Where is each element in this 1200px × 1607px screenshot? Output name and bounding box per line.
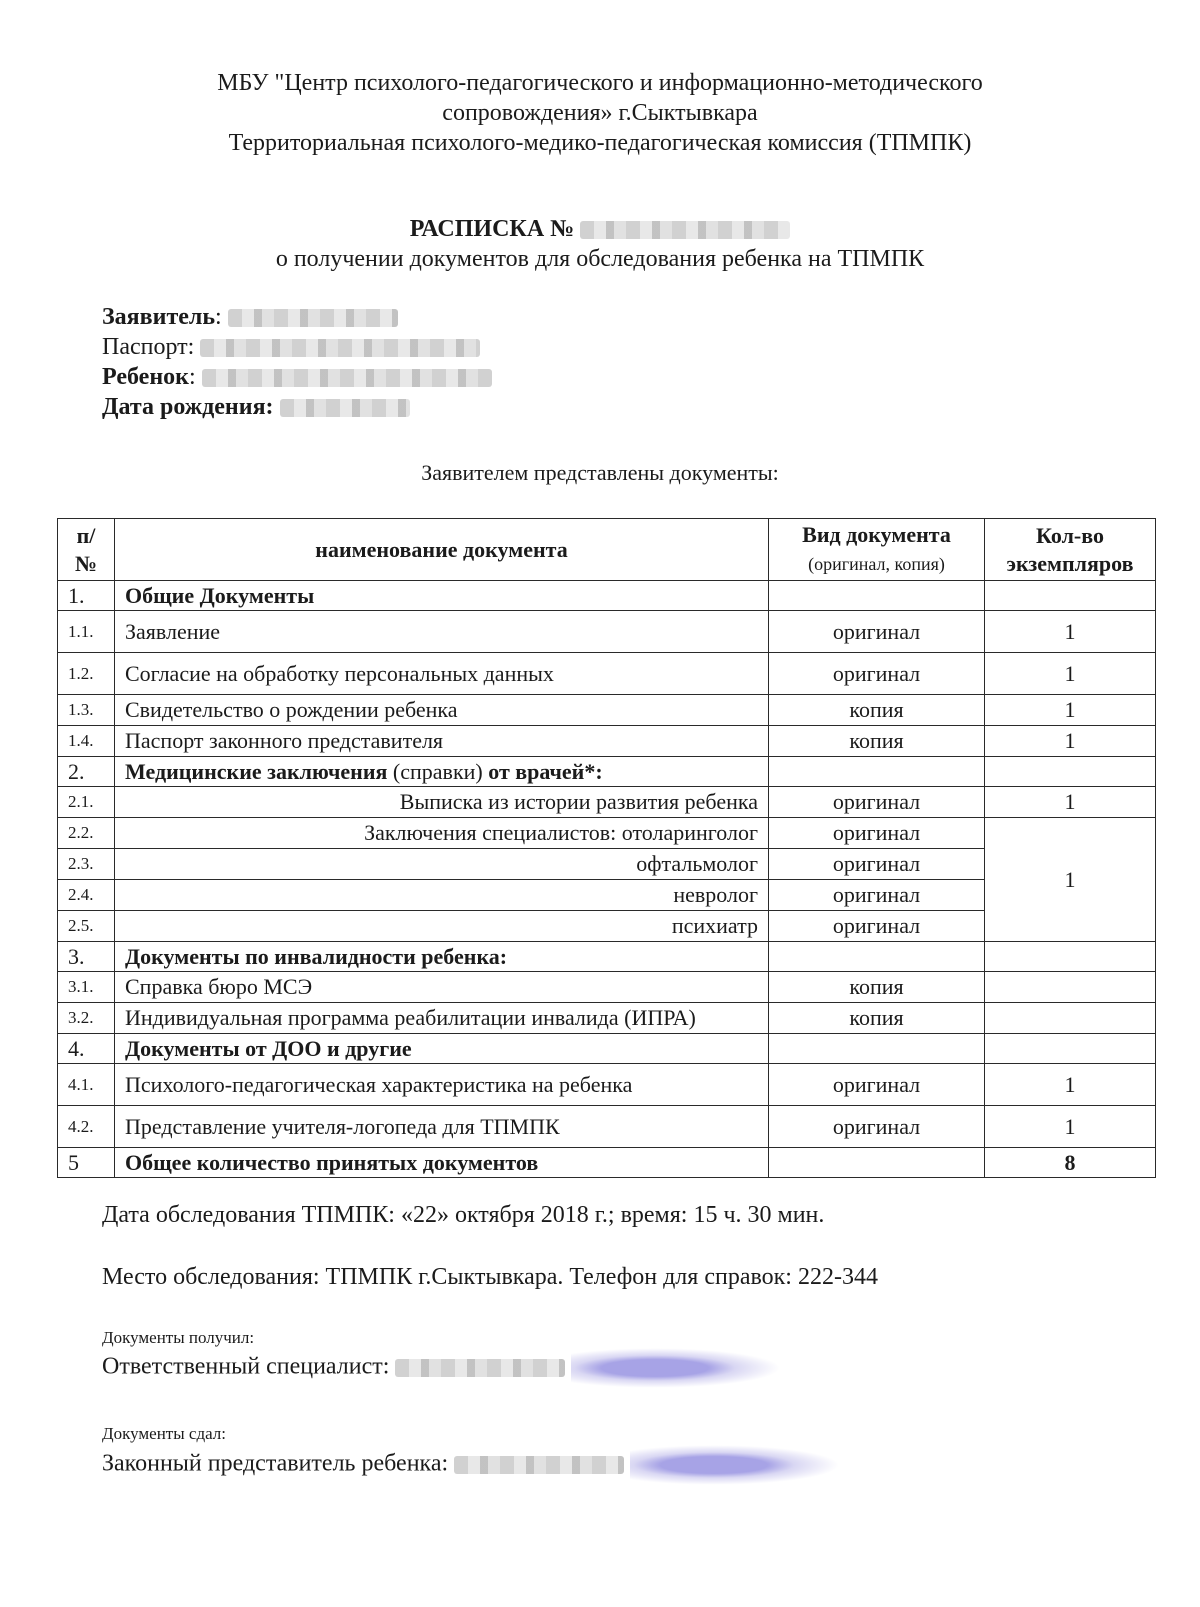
row-qty — [985, 757, 1156, 787]
row-kind: оригинал — [769, 611, 985, 653]
birth-date-label: Дата рождения: — [102, 394, 274, 420]
row-num: 2.5. — [58, 911, 115, 942]
redacted-birth-date — [280, 399, 410, 417]
row-name-middle: (справки) — [387, 758, 489, 784]
row-qty: 1 — [985, 726, 1156, 757]
row-num: 4. — [58, 1034, 115, 1064]
row-kind — [769, 757, 985, 787]
specialist-label: Ответственный специалист: — [102, 1353, 390, 1380]
row-num: 3.1. — [58, 972, 115, 1003]
header-qty: Кол-во экземпляров — [985, 519, 1156, 581]
table-row — [58, 787, 1156, 818]
row-kind: оригинал — [769, 1106, 985, 1148]
specialist-signature — [571, 1348, 781, 1388]
row-qty: 1 — [985, 653, 1156, 695]
row-num: 2.4. — [58, 880, 115, 911]
row-name: Справка бюро МСЭ — [115, 972, 769, 1003]
row-name: Психолого-педагогическая характеристика на ребенка — [115, 1064, 769, 1106]
header-name: наименование документа — [115, 519, 769, 581]
exam-place: Место обследования: ТПМПК г.Сыктывкара. Телефон для справок: 222-344 — [102, 1264, 878, 1290]
table-row — [58, 611, 1156, 653]
row-name: офтальмолог — [115, 849, 769, 880]
row-kind — [769, 1148, 985, 1178]
row-num: 4.1. — [58, 1064, 115, 1106]
row-num: 1.1. — [58, 611, 115, 653]
row-kind: оригинал — [769, 653, 985, 695]
row-qty-total: 8 — [985, 1148, 1156, 1178]
row-num: 1.3. — [58, 695, 115, 726]
row-qty — [985, 581, 1156, 611]
applicant-label: Заявитель — [102, 304, 216, 330]
receipt-title — [0, 216, 1200, 243]
redacted-representative — [454, 1456, 624, 1474]
row-name: психиатр — [115, 911, 769, 942]
row-qty: 1 — [985, 1064, 1156, 1106]
row-num: 2.2. — [58, 818, 115, 849]
row-num: 1. — [58, 581, 115, 611]
row-kind: оригинал — [769, 849, 985, 880]
row-qty: 1 — [985, 695, 1156, 726]
table-row — [58, 972, 1156, 1003]
passport-line — [102, 332, 480, 362]
handed-label: Документы сдал: — [102, 1424, 226, 1443]
table-row — [58, 1064, 1156, 1106]
row-kind: оригинал — [769, 911, 985, 942]
redacted-applicant — [228, 309, 398, 327]
redacted-passport — [200, 339, 480, 357]
row-name: Индивидуальная программа реабилитации инвалида (ИПРА) — [115, 1003, 769, 1034]
row-kind — [769, 581, 985, 611]
table-row-total — [58, 1148, 1156, 1178]
table-row — [58, 695, 1156, 726]
row-num: 4.2. — [58, 1106, 115, 1148]
table-row — [58, 726, 1156, 757]
redacted-child — [202, 369, 492, 387]
child-line: Ребенок: — [102, 362, 492, 392]
row-kind: копия — [769, 972, 985, 1003]
child-label: Ребенок — [102, 364, 189, 390]
row-name — [115, 757, 769, 787]
row-name: Выписка из истории развития ребенка — [115, 787, 769, 818]
row-name-bold-2: от врачей*: — [488, 758, 603, 784]
header-kind-label: Вид документа — [802, 522, 951, 547]
row-name: Представление учителя-логопеда для ТПМПК — [115, 1106, 769, 1148]
row-kind: копия — [769, 726, 985, 757]
table-row — [58, 1003, 1156, 1034]
representative-line — [102, 1445, 840, 1485]
table-row — [58, 581, 1156, 611]
row-name-bold-1: Медицинские заключения — [125, 758, 388, 784]
row-num: 2. — [58, 757, 115, 787]
row-name: Паспорт законного представителя — [115, 726, 769, 757]
row-num: 2.3. — [58, 849, 115, 880]
row-num: 1.2. — [58, 653, 115, 695]
row-kind: оригинал — [769, 787, 985, 818]
row-name: Свидетельство о рождении ребенка — [115, 695, 769, 726]
row-kind: оригинал — [769, 1064, 985, 1106]
table-row — [58, 942, 1156, 972]
row-name: Общее количество принятых документов — [115, 1148, 769, 1178]
row-qty — [985, 972, 1156, 1003]
table-row — [58, 757, 1156, 787]
row-name: Заявление — [115, 611, 769, 653]
row-kind: копия — [769, 1003, 985, 1034]
row-name: Общие Документы — [115, 581, 769, 611]
receipt-subtitle: о получении документов для обследования ребенка на ТПМПК — [275, 246, 925, 272]
table-header-row — [58, 519, 1156, 581]
birth-date-line — [102, 392, 410, 422]
row-qty: 1 — [985, 1106, 1156, 1148]
row-num: 3.2. — [58, 1003, 115, 1034]
row-num: 2.1. — [58, 787, 115, 818]
exam-date: Дата обследования ТПМПК: «22» октября 2018 г.; время: 15 ч. 30 мин. — [102, 1202, 825, 1228]
receipt-title-text: РАСПИСКА № — [409, 216, 575, 242]
row-qty — [985, 942, 1156, 972]
row-qty — [985, 1003, 1156, 1034]
row-name: Заключения специалистов: отоларинголог — [115, 818, 769, 849]
received-label: Документы получил: — [102, 1328, 255, 1347]
commission-name: Территориальная психолого-медико-педагогическая комиссия (ТПМПК) — [228, 130, 972, 156]
redacted-specialist — [395, 1359, 565, 1377]
row-kind: оригинал — [769, 818, 985, 849]
row-qty-specialists: 1 — [985, 818, 1156, 942]
header-kind — [769, 519, 985, 581]
row-num: 5 — [58, 1148, 115, 1178]
table-row — [58, 1034, 1156, 1064]
table-row — [58, 653, 1156, 695]
documents-intro: Заявителем представлены документы: — [421, 460, 779, 485]
row-name: невролог — [115, 880, 769, 911]
redacted-receipt-number — [580, 221, 790, 239]
row-qty: 1 — [985, 611, 1156, 653]
row-qty: 1 — [985, 787, 1156, 818]
row-kind — [769, 942, 985, 972]
table-row — [58, 818, 1156, 849]
row-name: Документы от ДОО и другие — [115, 1034, 769, 1064]
org-name-line-2: сопровождения» г.Сыктывкара — [442, 100, 758, 126]
row-num: 1.4. — [58, 726, 115, 757]
row-kind: оригинал — [769, 880, 985, 911]
representative-label: Законный представитель ребенка: — [102, 1450, 449, 1477]
row-num: 3. — [58, 942, 115, 972]
representative-signature — [630, 1445, 840, 1485]
row-kind — [769, 1034, 985, 1064]
row-kind: копия — [769, 695, 985, 726]
header-num: п/ № — [58, 519, 115, 581]
header-kind-sub: (оригинал, копия) — [808, 554, 945, 574]
table-row — [58, 1106, 1156, 1148]
row-name: Документы по инвалидности ребенка: — [115, 942, 769, 972]
documents-table — [57, 518, 1156, 1178]
row-name: Согласие на обработку персональных данных — [115, 653, 769, 695]
row-qty — [985, 1034, 1156, 1064]
specialist-line — [102, 1348, 781, 1388]
org-name-line-1: МБУ "Центр психолого-педагогического и информационно-методического — [217, 70, 983, 96]
applicant-line: Заявитель: — [102, 302, 398, 332]
passport-label: Паспорт: — [102, 334, 195, 360]
